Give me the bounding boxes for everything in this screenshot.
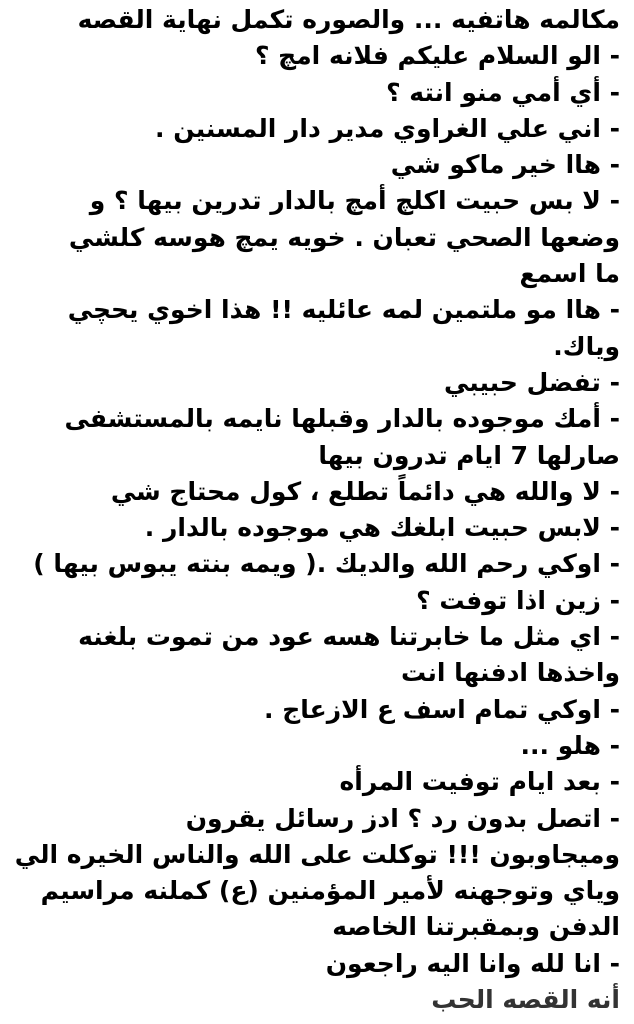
text-line: - أي أمي منو انته ؟ xyxy=(386,77,620,107)
text-line: - اي مثل ما خابرتنا هسه عود من تموت بلغنه xyxy=(78,622,620,652)
text-line: - اتصل بدون رد ؟ ادز رسائل يقرون xyxy=(185,803,620,833)
text-line: - لا والله هي دائماً تطلع ، كول محتاج شي xyxy=(110,476,620,506)
text-line-cut-off: أنه القصه الحب xyxy=(431,985,620,1015)
text-line: - بعد ايام توفيت المرأه xyxy=(339,767,620,797)
text-line: - لابس حبيت ابلغك هي موجوده بالدار . xyxy=(144,513,620,543)
text-line: وميجاوبون !!! توكلت على الله والناس الخيره الي xyxy=(14,839,620,869)
text-line: - انا لله وانا اليه راجعون xyxy=(325,948,620,978)
text-line: وياي وتوجهنه لأمير المؤمنين (ع) كملنه مراسيم xyxy=(40,876,620,906)
text-line: - هاا خير ماكو شي xyxy=(390,150,620,180)
text-line: - اني علي الغراوي مدير دار المسنين . xyxy=(155,113,620,143)
text-line: - هاا مو ملتمين لمه عائليه !! هذا اخوي يحچي xyxy=(67,295,620,325)
text-line: واخذها ادفنها انت xyxy=(401,658,620,688)
text-line: - أمك موجوده بالدار وقبلها نايمه بالمستشفى xyxy=(64,404,620,434)
text-line: - اوكي رحم الله والديك .( ويمه بنته يبوس بيها ) xyxy=(33,549,620,579)
text-line: صارلها 7 ايام تدرون بيها xyxy=(318,440,620,470)
text-line: الدفن وبمقبرتنا الخاصه xyxy=(332,912,620,942)
text-line: - لا بس حبيت اكلچ أمچ بالدار تدرين بيها ؟ و xyxy=(89,186,620,216)
text-line: - اوكي تمام اسف ع الازعاج . xyxy=(264,694,620,724)
text-line: - تفضل حبيبي xyxy=(443,367,620,397)
text-line: - الو السلام عليكم فلانه امچ ؟ xyxy=(254,41,620,71)
text-line: ما اسمع xyxy=(519,259,620,289)
text-line-title: مكالمه هاتفيه ... والصوره تكمل نهاية القصه xyxy=(77,5,620,34)
text-line: - زين اذا توفت ؟ xyxy=(416,585,620,615)
text-line: وياك. xyxy=(553,331,620,361)
text-line: وضعها الصحي تعبان . خويه يمچ هوسه كلشي xyxy=(68,222,620,252)
text-line: - هلو ... xyxy=(520,730,620,760)
